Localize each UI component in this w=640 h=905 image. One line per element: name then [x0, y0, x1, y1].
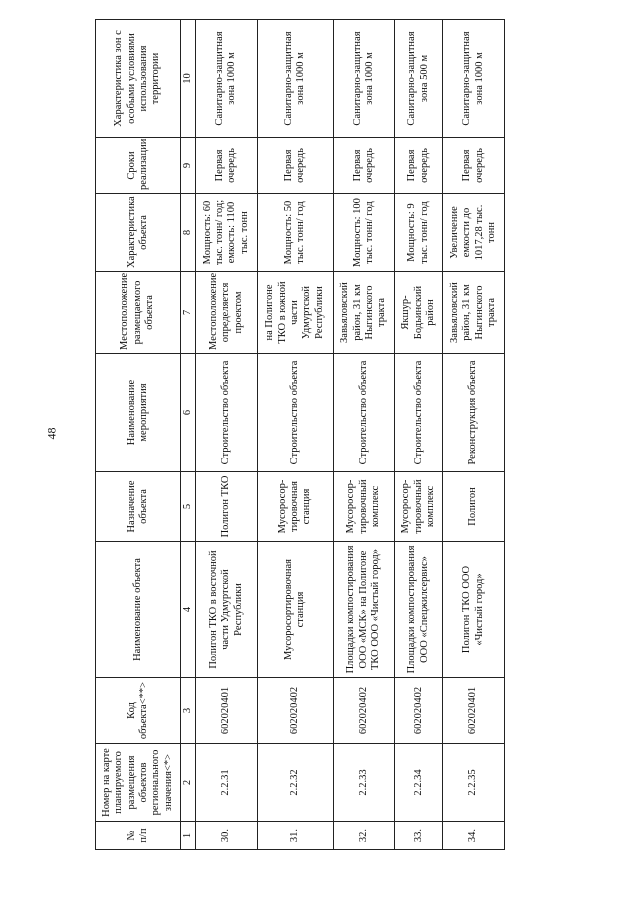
table-cell: Первая очередь — [257, 138, 333, 194]
column-number-row — [181, 20, 196, 850]
table-cell: Местоположение определяется проектом — [196, 272, 258, 354]
rotated-table-container — [95, 20, 505, 850]
table-cell: 2.2.35 — [443, 744, 505, 822]
objects-table — [95, 19, 505, 850]
header-cell: Назначение объекта — [96, 472, 181, 542]
table-cell: Первая очередь — [443, 138, 505, 194]
table-cell: 602020402 — [333, 678, 395, 744]
table-cell: Мощность: 100 тыс. тонн/ год — [333, 194, 395, 272]
header-cell: Номер на карте планируемого размещения объектов регионального значения<*> — [96, 744, 181, 822]
table-cell: Завьяловский район, 31 км Ныгинского тракта — [443, 272, 505, 354]
table-cell: Санитарно-защитная зона 1000 м — [257, 20, 333, 138]
table-cell: Полигон ТКО ООО «Чистый город» — [443, 542, 505, 678]
column-number: 7 — [181, 272, 196, 354]
column-number: 2 — [181, 744, 196, 822]
table-cell: Реконструкция объекта — [443, 354, 505, 472]
table-row — [196, 20, 258, 850]
table-row — [333, 20, 395, 850]
table-cell: Площадки компостирования ООО «МСК» на Полигоне ТКО ООО «Чистый город» — [333, 542, 395, 678]
table-cell: Мощность: 9 тыс. тонн/ год — [395, 194, 443, 272]
table-cell: Мусоросор-тировочная станция — [257, 472, 333, 542]
header-cell: Сроки реализации — [96, 138, 181, 194]
table-cell: 602020402 — [257, 678, 333, 744]
header-cell: Характеристика зон с особыми условиями использования территории — [96, 20, 181, 138]
table-cell: 2.2.32 — [257, 744, 333, 822]
page-number: 48 — [44, 427, 59, 440]
table-cell: Строительство объекта — [257, 354, 333, 472]
table-cell: 33. — [395, 822, 443, 850]
column-number: 10 — [181, 20, 196, 138]
header-cell: Наименование объекта — [96, 542, 181, 678]
table-cell: Первая очередь — [333, 138, 395, 194]
table-cell: Строительство объекта — [395, 354, 443, 472]
table-cell: Увеличение емкости до 1017,28 тыс. тонн — [443, 194, 505, 272]
column-number: 6 — [181, 354, 196, 472]
table-row — [395, 20, 443, 850]
column-number: 9 — [181, 138, 196, 194]
table-cell: Санитарно-защитная зона 1000 м — [196, 20, 258, 138]
table-cell: Санитарно-защитная зона 1000 м — [333, 20, 395, 138]
column-number: 5 — [181, 472, 196, 542]
table-cell: Санитарно-защитная зона 1000 м — [443, 20, 505, 138]
table-cell: 32. — [333, 822, 395, 850]
table-cell: Полигон ТКО в восточной части Удмуртской Республики — [196, 542, 258, 678]
table-cell: Первая очередь — [196, 138, 258, 194]
table-cell: 602020401 — [196, 678, 258, 744]
table-cell: Завьяловский район, 31 км Ныгинского тракта — [333, 272, 395, 354]
table-cell: Строительство объекта — [196, 354, 258, 472]
header-cell: Характеристика объекта — [96, 194, 181, 272]
table-cell: на Полигоне ТКО в южной части Удмуртской Республики — [257, 272, 333, 354]
header-cell: Местоположение размещаемого объекта — [96, 272, 181, 354]
table-cell: Площадки компостирования ООО «Спецжилсервис» — [395, 542, 443, 678]
table-cell: 2.2.34 — [395, 744, 443, 822]
table-cell: Первая очередь — [395, 138, 443, 194]
table-cell: Якшур-Бодьинский район — [395, 272, 443, 354]
header-cell: Наименование мероприятия — [96, 354, 181, 472]
table-cell: 30. — [196, 822, 258, 850]
column-number: 3 — [181, 678, 196, 744]
table-header-row — [96, 20, 181, 850]
column-number: 8 — [181, 194, 196, 272]
column-number: 4 — [181, 542, 196, 678]
header-cell: Код объекта<**> — [96, 678, 181, 744]
table-cell: 602020402 — [395, 678, 443, 744]
table-cell: Мощность: 50 тыс. тонн/ год — [257, 194, 333, 272]
header-cell: № п/п — [96, 822, 181, 850]
table-cell: 31. — [257, 822, 333, 850]
table-cell: Строительство объекта — [333, 354, 395, 472]
table-cell: 2.2.31 — [196, 744, 258, 822]
table-cell: Мусоросортировочная станция — [257, 542, 333, 678]
table-cell: Полигон ТКО — [196, 472, 258, 542]
table-cell: 2.2.33 — [333, 744, 395, 822]
table-cell: Полигон — [443, 472, 505, 542]
table-cell: Мусоросор-тировочный комплекс — [395, 472, 443, 542]
table-cell: Мощность: 60 тыс. тонн/ год; емкость: 1100 тыс. тонн — [196, 194, 258, 272]
table-row — [443, 20, 505, 850]
table-cell: 602020401 — [443, 678, 505, 744]
column-number: 1 — [181, 822, 196, 850]
table-cell: Мусоросор-тировочный комплекс — [333, 472, 395, 542]
table-row — [257, 20, 333, 850]
table-cell: Санитарно-защитная зона 500 м — [395, 20, 443, 138]
table-cell: 34. — [443, 822, 505, 850]
